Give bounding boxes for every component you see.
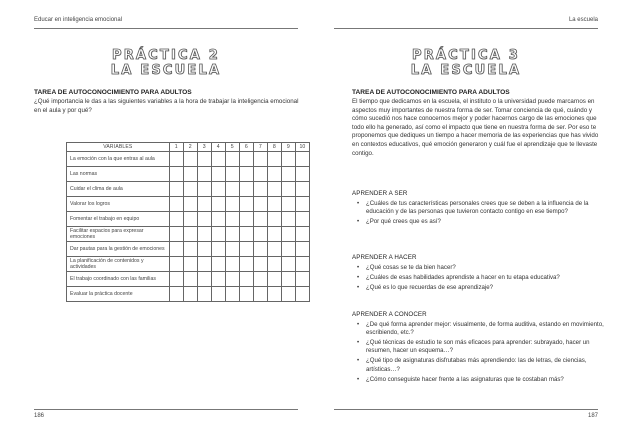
list-item: • ¿Qué es lo que recuerdas de ese aprendizaje?: [357, 283, 494, 291]
running-head-right: La escuela: [568, 17, 598, 23]
rating-cell[interactable]: [197, 167, 211, 182]
rating-cell[interactable]: [225, 197, 239, 212]
rating-cell[interactable]: [225, 257, 239, 272]
section-aprender-a-ser: [352, 190, 604, 228]
rating-cell[interactable]: [225, 272, 239, 287]
rating-cell[interactable]: [183, 272, 197, 287]
rating-cell[interactable]: [239, 272, 253, 287]
rating-cell[interactable]: [295, 197, 309, 212]
task-question: ¿Qué importancia le das a las siguientes variables a la hora de trabajar la inteligencia emocional en el aula y por qué?: [34, 98, 299, 114]
rating-cell[interactable]: [281, 287, 295, 302]
variable-label: Evaluar la práctica docente: [67, 287, 170, 302]
page-number-right: 187: [587, 413, 598, 419]
bullet-icon: •: [357, 322, 360, 328]
header-rule-right: [334, 28, 598, 29]
rating-cell[interactable]: [197, 182, 211, 197]
rating-cell[interactable]: [253, 182, 267, 197]
rating-cell[interactable]: [281, 197, 295, 212]
rating-cell[interactable]: [281, 257, 295, 272]
scale-header: 9: [281, 143, 295, 152]
scale-header: 5: [225, 143, 239, 152]
table-row: [67, 227, 310, 242]
rating-cell[interactable]: [169, 212, 183, 227]
bullet-icon: •: [357, 274, 360, 281]
footer-rule-right: [334, 409, 598, 410]
rating-cell[interactable]: [197, 257, 211, 272]
list-item: • ¿Qué tipo de asignaturas disfrutabas más aprendiendo: las de letras, de ciencias, artísticas…?: [357, 357, 587, 373]
task-heading-left: TAREA DE AUTOCONOCIMIENTO PARA ADULTOS: [34, 89, 192, 96]
rating-cell[interactable]: [267, 167, 281, 182]
header-rule-left: [34, 28, 298, 29]
list-item: • ¿Cómo conseguiste hacer frente a las asignaturas que te costaban más?: [357, 375, 564, 383]
rating-cell[interactable]: [211, 197, 225, 212]
intro-paragraph: El tiempo que dedicamos en la escuela, el instituto o la universidad puede marcarnos en aspectos muy importantes de nuestra forma de ser. Tomar conciencia de qué, cuándo y cómo sucedió nos hace conocernos mejor y poder hacernos cargo de las emociones que todo ello ha generado, así como el impacto que tiene en nuestra forma de ser. Por eso te proponemos que dediques un tiempo a hacer memoria de las experiencias que has vivido en contextos educativos, qué emoción generaron y cuál fue el aprendizaje que te llevaste contigo.: [352, 98, 599, 157]
rating-cell[interactable]: [169, 272, 183, 287]
rating-cell[interactable]: [211, 152, 225, 167]
rating-cell[interactable]: [295, 167, 309, 182]
rating-cell[interactable]: [267, 287, 281, 302]
section-aprender-a-conocer: [352, 311, 604, 385]
rating-cell[interactable]: [169, 152, 183, 167]
rating-cell[interactable]: [239, 242, 253, 257]
rating-cell[interactable]: [183, 197, 197, 212]
rating-cell[interactable]: [239, 287, 253, 302]
variable-label: Las normas: [67, 167, 170, 182]
bullet-icon: •: [357, 284, 360, 291]
bullet-icon: •: [357, 376, 360, 383]
variable-label: La emoción con la que entras al aula: [67, 152, 170, 167]
variable-label: Cuidar el clima de aula: [67, 182, 170, 197]
rating-cell[interactable]: [225, 287, 239, 302]
rating-cell[interactable]: [183, 257, 197, 272]
practice-subject-left: LA ESCUELA: [110, 63, 222, 78]
practice-title-left: [34, 48, 298, 78]
rating-cell[interactable]: [225, 212, 239, 227]
rating-cell[interactable]: [267, 197, 281, 212]
rating-cell[interactable]: [183, 152, 197, 167]
section-heading: APRENDER A CONOCER: [352, 311, 427, 318]
rating-cell[interactable]: [253, 197, 267, 212]
rating-cell[interactable]: [295, 287, 309, 302]
rating-cell[interactable]: [253, 287, 267, 302]
rating-cell[interactable]: [183, 242, 197, 257]
rating-cell[interactable]: [295, 242, 309, 257]
list-item: • ¿Cuáles de esas habilidades aprendiste a hacer en tu etapa educativa?: [357, 273, 560, 281]
variable-label: El trabajo coordinado con las familias: [67, 272, 170, 287]
rating-cell[interactable]: [253, 242, 267, 257]
table-row: [67, 257, 310, 272]
rating-cell[interactable]: [295, 182, 309, 197]
rating-cell[interactable]: [253, 152, 267, 167]
bullet-icon: •: [357, 358, 360, 365]
rating-cell[interactable]: [225, 152, 239, 167]
scale-header: 1: [169, 143, 183, 152]
variable-label: Dar pautas para la gestión de emociones: [67, 242, 170, 257]
table-header-row: [67, 143, 310, 152]
rating-cell[interactable]: [197, 287, 211, 302]
running-head-left: Educar en inteligencia emocional: [34, 17, 123, 23]
rating-cell[interactable]: [183, 212, 197, 227]
table-row: [67, 287, 310, 302]
variable-label: Facilitar espacios para expresar emociones: [67, 227, 170, 242]
rating-cell[interactable]: [295, 257, 309, 272]
rating-cell[interactable]: [253, 167, 267, 182]
rating-cell[interactable]: [211, 212, 225, 227]
rating-cell[interactable]: [267, 152, 281, 167]
rating-cell[interactable]: [281, 152, 295, 167]
table-row: [67, 242, 310, 257]
variables-header: VARIABLES: [67, 143, 170, 152]
variable-label: Fomentar el trabajo en equipo: [67, 212, 170, 227]
rating-cell[interactable]: [197, 197, 211, 212]
section-heading: APRENDER A HACER: [352, 254, 417, 261]
rating-cell[interactable]: [197, 227, 211, 242]
rating-cell[interactable]: [225, 242, 239, 257]
rating-cell[interactable]: [295, 152, 309, 167]
scale-header: 10: [295, 143, 309, 152]
rating-cell[interactable]: [267, 212, 281, 227]
rating-cell[interactable]: [281, 242, 295, 257]
scale-header: 4: [211, 143, 225, 152]
list-item: • ¿Qué cosas se te da bien hacer?: [357, 264, 456, 271]
rating-cell[interactable]: [267, 272, 281, 287]
rating-cell[interactable]: [169, 197, 183, 212]
rating-cell[interactable]: [253, 212, 267, 227]
rating-cell[interactable]: [169, 257, 183, 272]
table-row: [67, 167, 310, 182]
rating-cell[interactable]: [281, 272, 295, 287]
variables-rating-table: [66, 142, 310, 302]
rating-cell[interactable]: [267, 242, 281, 257]
rating-cell[interactable]: [239, 212, 253, 227]
bullet-icon: •: [357, 340, 360, 347]
variable-label: Valorar los logros: [67, 197, 170, 212]
right-page: [316, 0, 632, 437]
page-number-left: 186: [34, 413, 45, 419]
rating-cell[interactable]: [239, 182, 253, 197]
task-heading-right: TAREA DE AUTOCONOCIMIENTO PARA ADULTOS: [352, 89, 510, 96]
scale-header: 6: [239, 143, 253, 152]
bullet-icon: •: [357, 219, 360, 226]
rating-cell[interactable]: [183, 167, 197, 182]
rating-cell[interactable]: [267, 182, 281, 197]
rating-cell[interactable]: [295, 272, 309, 287]
table-row: [67, 272, 310, 287]
rating-cell[interactable]: [281, 167, 295, 182]
bullet-icon: •: [357, 265, 360, 271]
practice-number-left: PRÁCTICA 2: [111, 48, 221, 63]
rating-cell[interactable]: [197, 242, 211, 257]
table-row: [67, 212, 310, 227]
table-row: [67, 182, 310, 197]
section-aprender-a-hacer: [352, 254, 604, 294]
rating-cell[interactable]: [211, 287, 225, 302]
scale-header: 3: [197, 143, 211, 152]
list-item: • ¿Por qué crees que es así?: [357, 218, 441, 226]
bullet-icon: •: [357, 201, 360, 207]
rating-cell[interactable]: [197, 152, 211, 167]
variable-label: La planificación de contenidos y actividades: [67, 257, 170, 272]
rating-cell[interactable]: [197, 212, 211, 227]
rating-cell[interactable]: [211, 227, 225, 242]
scale-header: 8: [267, 143, 281, 152]
rating-cell[interactable]: [281, 227, 295, 242]
rating-cell[interactable]: [169, 182, 183, 197]
practice-title-right: [334, 48, 598, 78]
rating-cell[interactable]: [239, 152, 253, 167]
rating-cell[interactable]: [183, 227, 197, 242]
rating-cell[interactable]: [281, 182, 295, 197]
rating-cell[interactable]: [225, 182, 239, 197]
rating-cell[interactable]: [253, 272, 267, 287]
rating-cell[interactable]: [197, 272, 211, 287]
rating-cell[interactable]: [211, 257, 225, 272]
rating-cell[interactable]: [169, 227, 183, 242]
rating-cell[interactable]: [239, 167, 253, 182]
rating-cell[interactable]: [239, 197, 253, 212]
rating-cell[interactable]: [295, 212, 309, 227]
rating-cell[interactable]: [253, 227, 267, 242]
table-row: [67, 197, 310, 212]
list-item: • ¿Cuáles de tus características personales crees que se deben a la influencia de la educación y de las personas que tuvieron contacto contigo en ese tiempo?: [357, 200, 589, 216]
rating-cell[interactable]: [267, 257, 281, 272]
rating-cell[interactable]: [211, 242, 225, 257]
rating-cell[interactable]: [281, 212, 295, 227]
section-heading: APRENDER A SER: [352, 190, 408, 197]
table-row: [67, 152, 310, 167]
practice-number-right: PRÁCTICA 3: [411, 48, 521, 63]
rating-cell[interactable]: [183, 182, 197, 197]
rating-cell[interactable]: [295, 227, 309, 242]
scale-header: 7: [253, 143, 267, 152]
rating-cell[interactable]: [211, 272, 225, 287]
rating-cell[interactable]: [169, 242, 183, 257]
rating-cell[interactable]: [169, 167, 183, 182]
rating-cell[interactable]: [239, 257, 253, 272]
rating-cell[interactable]: [169, 287, 183, 302]
rating-cell[interactable]: [225, 167, 239, 182]
rating-cell[interactable]: [183, 287, 197, 302]
rating-cell[interactable]: [253, 257, 267, 272]
practice-subject-right: LA ESCUELA: [410, 63, 522, 78]
list-item: • ¿De qué forma aprender mejor: visualmente, de forma auditiva, estando en movimiento, escribiendo, etc.?: [357, 321, 604, 337]
rating-cell[interactable]: [267, 227, 281, 242]
scale-header: 2: [183, 143, 197, 152]
rating-cell[interactable]: [225, 227, 239, 242]
list-item: • ¿Qué técnicas de estudio te son más eficaces para aprender: subrayado, hacer un resumen, hacer un esquema…?: [357, 339, 590, 355]
footer-rule-left: [34, 409, 298, 410]
rating-cell[interactable]: [239, 227, 253, 242]
rating-cell[interactable]: [211, 182, 225, 197]
rating-cell[interactable]: [211, 167, 225, 182]
